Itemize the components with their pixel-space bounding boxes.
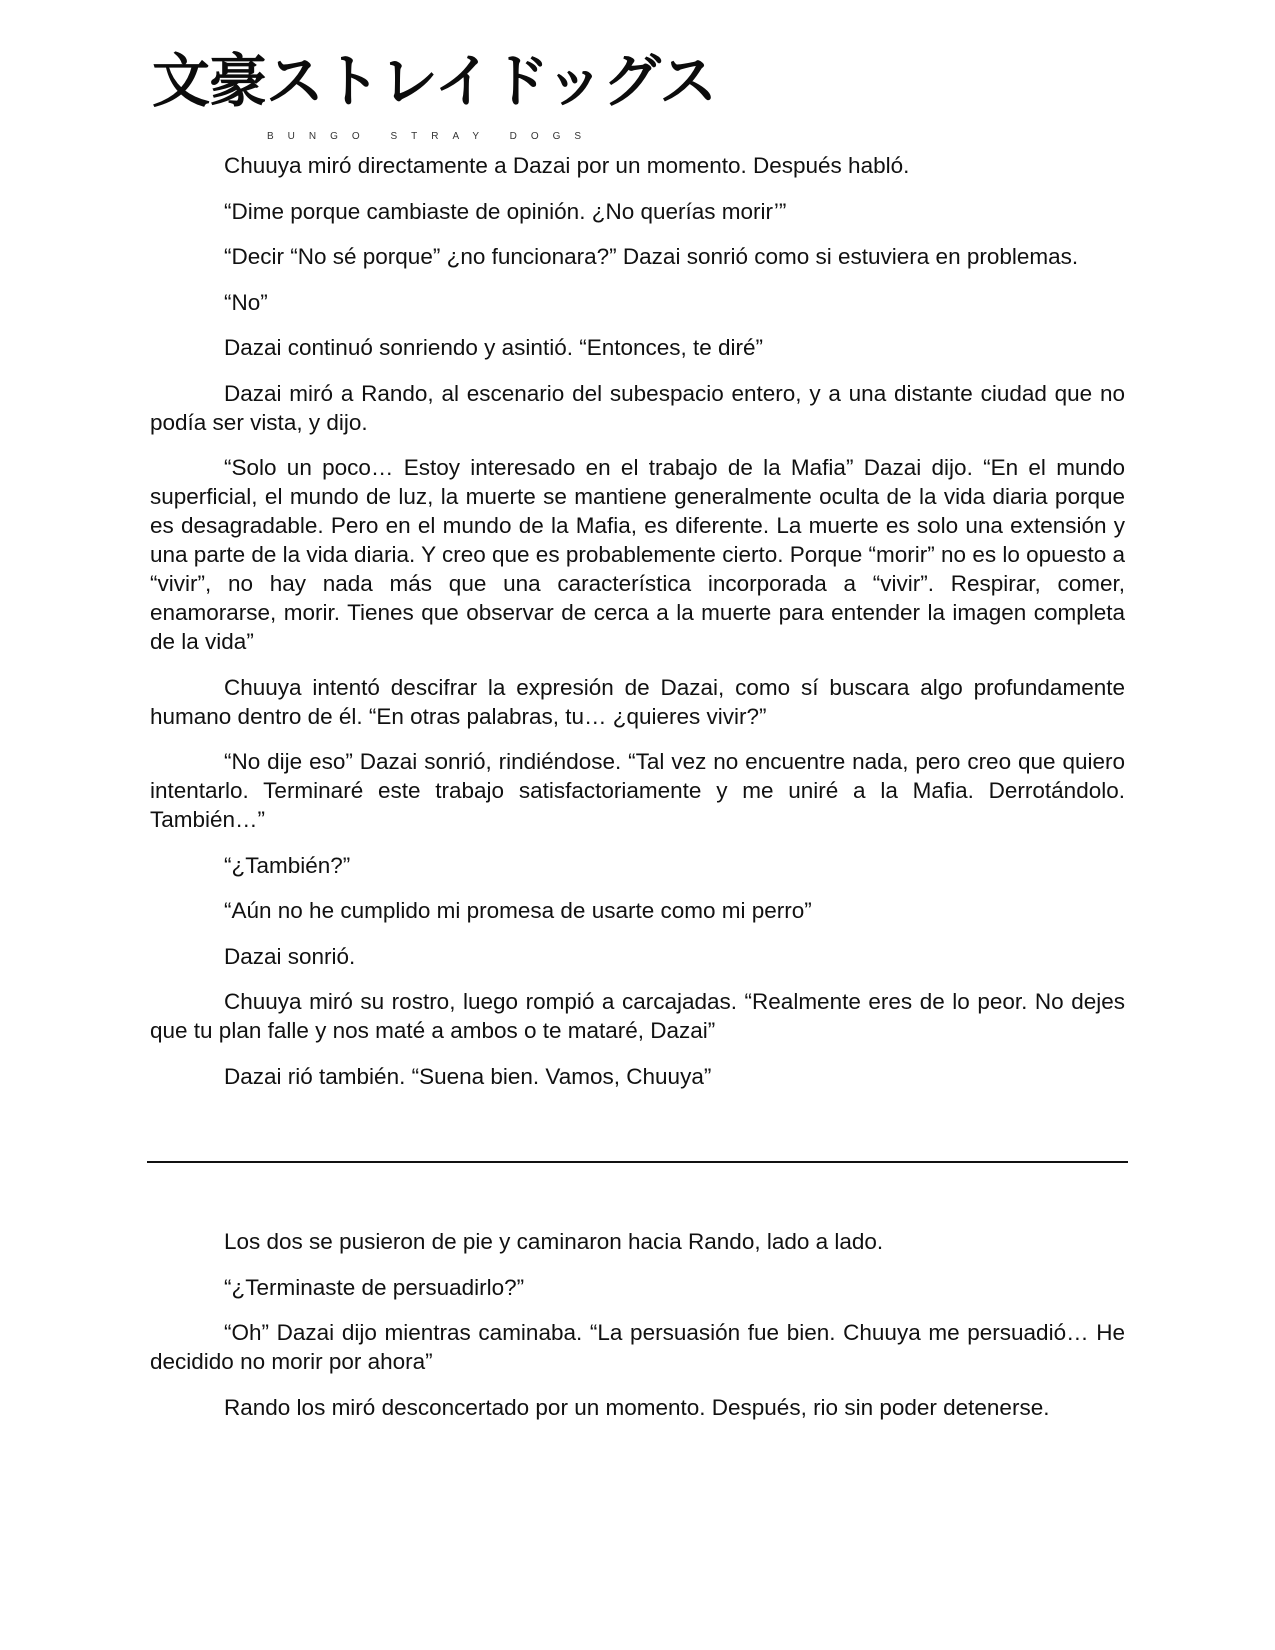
paragraph: Dazai miró a Rando, al escenario del subespacio entero, y a una distante ciudad que no podía ser vista, y dijo. xyxy=(150,380,1125,435)
paragraph: Chuuya miró directamente a Dazai por un momento. Después habló. xyxy=(224,153,910,178)
series-logo xyxy=(152,47,717,142)
text-section-2 xyxy=(150,1227,1125,1438)
paragraph: “No” xyxy=(224,289,268,315)
paragraph: Dazai continuó sonriendo y asintió. “Entonces, te diré” xyxy=(224,335,764,360)
paragraph: “¿Terminaste de persuadirlo?” xyxy=(224,1274,525,1300)
logo-subtitle-english: BUNGO STRAY DOGS xyxy=(267,131,596,142)
section-divider xyxy=(147,1161,1128,1163)
paragraph: Chuuya intentó descifrar la expresión de Dazai, como sí buscara algo profundamente humano dentro de él. “En otras palabras, tu… ¿quieres vivir?” xyxy=(150,674,1125,729)
text-section-1 xyxy=(150,151,1125,1107)
paragraph: Los dos se pusieron de pie y caminaron hacia Rando, lado a lado. xyxy=(224,1229,884,1254)
paragraph: “Solo un poco… Estoy interesado en el trabajo de la Mafia” Dazai dijo. “En el mundo superficial, el mundo de luz, la muerte se mantiene generalmente oculta de la vida diaria porque es desagradable. Pero en el mundo de la Mafia, es diferente. La muerte es solo una extensión y una parte de la vida diaria. Y creo que es probablemente cierto. Porque “morir” no es lo opuesto a “vivir”, no hay nada más que una característica incorporada a “vivir”. Respirar, comer, enamorarse, morir. Tienes que observar de cerca a la muerte para entender la imagen completa de la vida” xyxy=(150,455,1125,654)
paragraph: “Dime porque cambiaste de opinión. ¿No querías morir’” xyxy=(224,198,787,224)
paragraph: Dazai rió también. “Suena bien. Vamos, Chuuya” xyxy=(224,1063,712,1089)
paragraph: “Aún no he cumplido mi promesa de usarte como mi perro” xyxy=(224,898,812,923)
paragraph: Dazai sonrió. xyxy=(224,943,356,969)
paragraph: Rando los miró desconcertado por un momento. Después, rio sin poder detenerse. xyxy=(224,1394,1050,1420)
logo-title-japanese: 文豪ストレイドッグス xyxy=(152,47,717,115)
paragraph: “No dije eso” Dazai sonrió, rindiéndose. “Tal vez no encuentre nada, pero creo que quiero intentarlo. Terminaré este trabajo satisfactoriamente y me uniré a la Mafia. Derrotándolo. También…” xyxy=(150,749,1125,832)
paragraph: “¿También?” xyxy=(224,852,351,878)
paragraph: “Decir “No sé porque” ¿no funcionara?” Dazai sonrió como si estuviera en problemas. xyxy=(224,244,1079,269)
paragraph: Chuuya miró su rostro, luego rompió a carcajadas. “Realmente eres de lo peor. No dejes que tu plan falle y nos maté a ambos o te mataré, Dazai” xyxy=(150,989,1125,1043)
paragraph: “Oh” Dazai dijo mientras caminaba. “La persuasión fue bien. Chuuya me persuadió… He decidido no morir por ahora” xyxy=(150,1320,1125,1374)
